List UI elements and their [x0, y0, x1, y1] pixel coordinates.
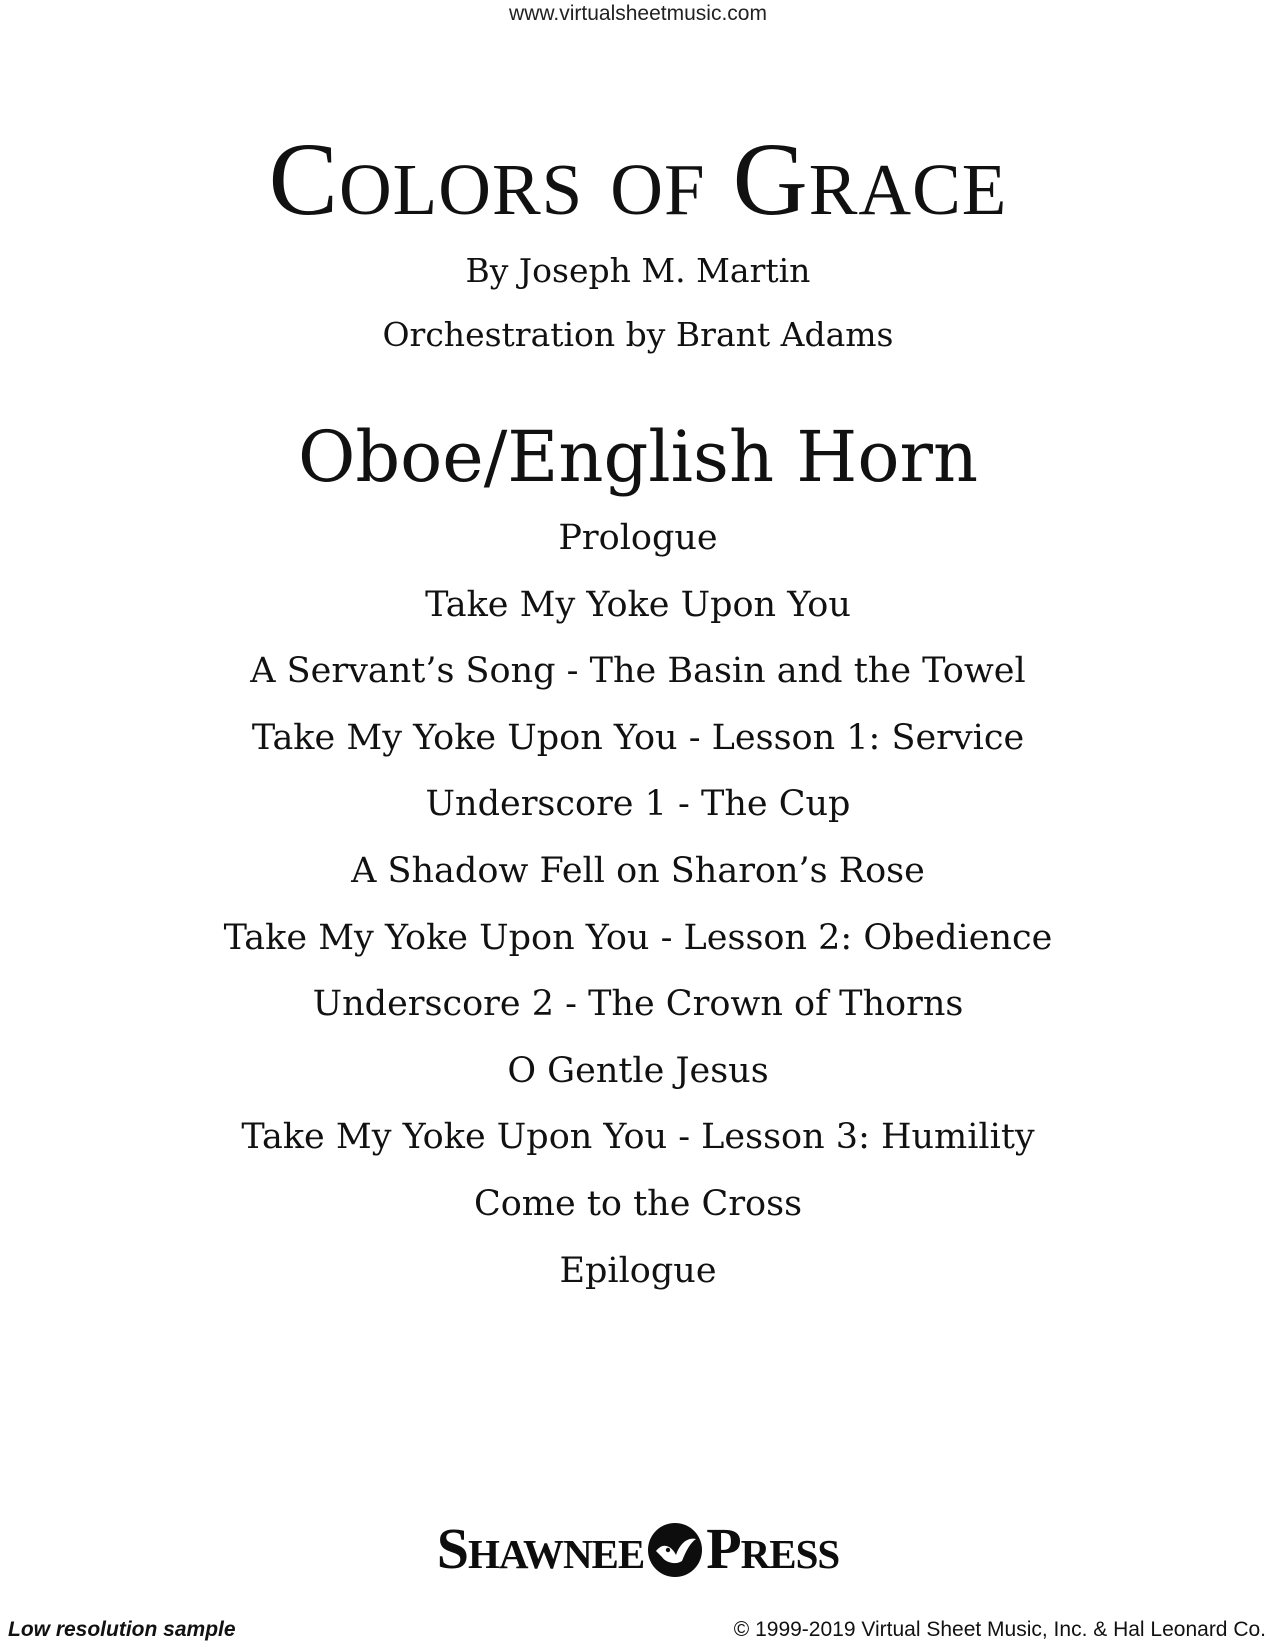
instrument-part-title: Oboe/English Horn	[297, 416, 979, 498]
contents-item: Take My Yoke Upon You - Lesson 2: Obedience	[223, 917, 1053, 958]
contents-item: A Shadow Fell on Sharon’s Rose	[351, 850, 925, 891]
contents-item: O Gentle Jesus	[507, 1050, 769, 1091]
publisher-name-right: Press	[706, 1516, 840, 1581]
contents-item: Underscore 1 - The Cup	[425, 784, 851, 825]
copyright-notice: © 1999-2019 Virtual Sheet Music, Inc. & Hal Leonard Co.	[733, 1618, 1266, 1641]
contents-item: Take My Yoke Upon You - Lesson 3: Humility	[241, 1117, 1035, 1158]
dove-icon	[646, 1521, 704, 1589]
site-url[interactable]: www.virtualsheetmusic.com	[509, 2, 767, 25]
contents-item: Take My Yoke Upon You - Lesson 1: Service	[251, 717, 1025, 758]
work-title: Colors of Grace	[268, 122, 1008, 237]
contents-item: Come to the Cross	[473, 1183, 803, 1224]
orchestration-credit: Orchestration by Brant Adams	[382, 315, 894, 354]
contents-item: Take My Yoke Upon You	[425, 584, 851, 625]
contents-item: Epilogue	[559, 1250, 717, 1291]
contents-list	[0, 518, 1276, 1317]
composer-credit: By Joseph M. Martin	[465, 251, 811, 290]
publisher-name-left: Shawnee	[436, 1516, 645, 1581]
sample-notice: Low resolution sample	[8, 1618, 236, 1641]
contents-item: Underscore 2 - The Crown of Thorns	[312, 984, 964, 1025]
contents-item: Prologue	[558, 518, 718, 558]
publisher-logo	[0, 1516, 1276, 1589]
contents-item: A Servant’s Song - The Basin and the Towel	[250, 651, 1026, 692]
